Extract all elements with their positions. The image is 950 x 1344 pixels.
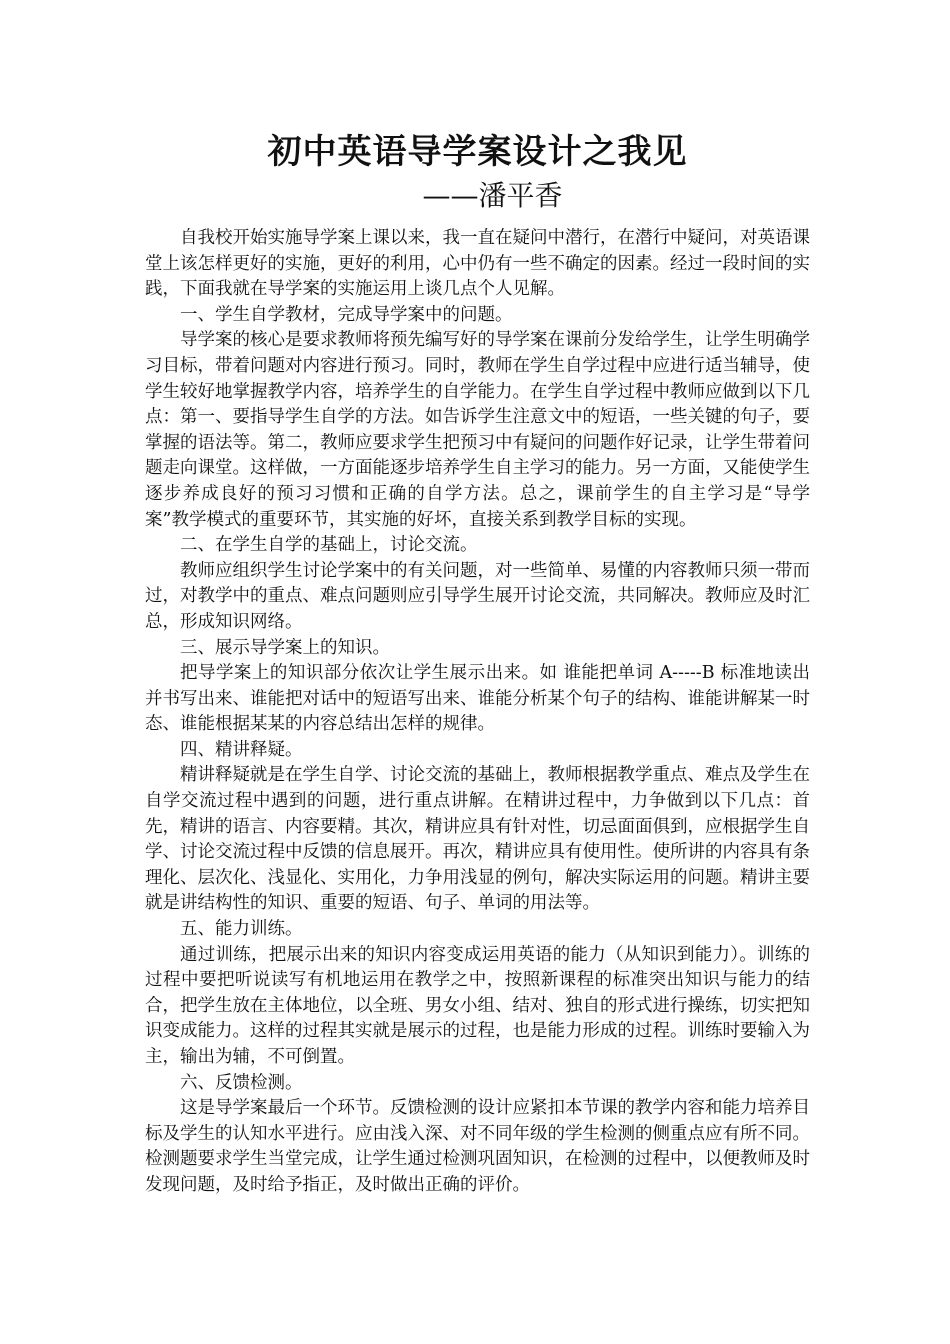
section-heading-2: 二、在学生自学的基础上，讨论交流。 (180, 535, 478, 556)
paragraph-section-5: 通过训练，把展示出来的知识内容变成运用英语的能力（从知识到能力）。训练的过程中要把听说读写有机地运用在教学之中，按照新课程的标准突出知识与能力的结合，把学生放在主体地位，以全班、男女小组、结对、独自的形式进行操练，切实把知识变成能力。这样的过程其实就是展示的过程，也是能力形成的过程。训练时要输入为主，输出为辅，不可倒置。 (145, 944, 810, 1067)
section-heading-5: 五、能力训练。 (180, 919, 303, 940)
section-heading-1: 一、学生自学教材，完成导学案中的问题。 (180, 304, 513, 325)
paragraph-section-1: 导学案的核心是要求教师将预先编写好的导学案在课前分发给学生，让学生明确学习目标，带着问题对内容进行预习。同时，教师在学生自学过程中应进行适当辅导，使学生较好地掌握教学内容，培养学生的自学能力。在学生自学过程中教师应做到以下几点：第一、要指导学生自学的方法。如告诉学生注意文中的短语，一些关键的句子，要掌握的语法等。第二，教师应要求学生把预习中有疑问的问题作好记录，让学生带着问题走向课堂。这样做，一方面能逐步培养学生自主学习的能力。另一方面，又能使学生逐步养成良好的预习习惯和正确的自学方法。总之，课前学生的自主学习是“导学案”教学模式的重要环节，其实施的好坏，直接关系到教学目标的实现。 (145, 330, 810, 530)
paragraph-section-4: 精讲释疑就是在学生自学、讨论交流的基础上，教师根据教学重点、难点及学生在自学交流过程中遇到的问题，进行重点讲解。在精讲过程中，力争做到以下几点：首先，精讲的语言、内容要精。其次，精讲应具有针对性，切忌面面俱到，应根据学生自学、讨论交流过程中反馈的信息展开。再次，精讲应具有使用性。使所讲的内容具有条理化、层次化、浅显化、实用化，力争用浅显的例句，解决实际运用的问题。精讲主要就是讲结构性的知识、重要的短语、句子、单词的用法等。 (145, 765, 810, 914)
paragraph-section-6: 这是导学案最后一个环节。反馈检测的设计应紧扣本节课的教学内容和能力培养目标及学生的认知水平进行。应由浅入深、对不同年级的学生检测的侧重点应有所不同。检测题要求学生当堂完成，让学生通过检测巩固知识，在检测的过程中，以便教师及时发现问题，及时给予指正，及时做出正确的评价。 (145, 1098, 810, 1195)
document-author: ——潘平香 (422, 179, 563, 212)
paragraph-section-2: 教师应组织学生讨论学案中的有关问题，对一些简单、易懂的内容教师只须一带而过，对教学中的重点、难点问题则应引导学生展开讨论交流，共同解决。教师应及时汇总，形成知识网络。 (145, 560, 810, 632)
paragraph-section-3: 把导学案上的知识部分依次让学生展示出来。如 谁能把单词 A-----B 标准地读出并书写出来、谁能把对话中的短语写出来、谁能分析某个句子的结构、谁能讲解某一时态、谁能根据某某的内容总结出怎样的规律。 (145, 663, 810, 735)
paragraph-intro: 自我校开始实施导学案上课以来，我一直在疑问中潜行，在潜行中疑问，对英语课堂上该怎样更好的实施，更好的利用，心中仍有一些不确定的因素。经过一段时间的实践，下面我就在导学案的实施运用上谈几点个人见解。 (145, 228, 810, 300)
section-heading-4: 四、精讲释疑。 (180, 739, 303, 760)
document-title: 初中英语导学案设计之我见 (267, 132, 688, 172)
document-body (145, 226, 810, 1199)
section-heading-6: 六、反馈检测。 (180, 1072, 303, 1093)
section-heading-3: 三、展示导学案上的知识。 (180, 637, 390, 658)
